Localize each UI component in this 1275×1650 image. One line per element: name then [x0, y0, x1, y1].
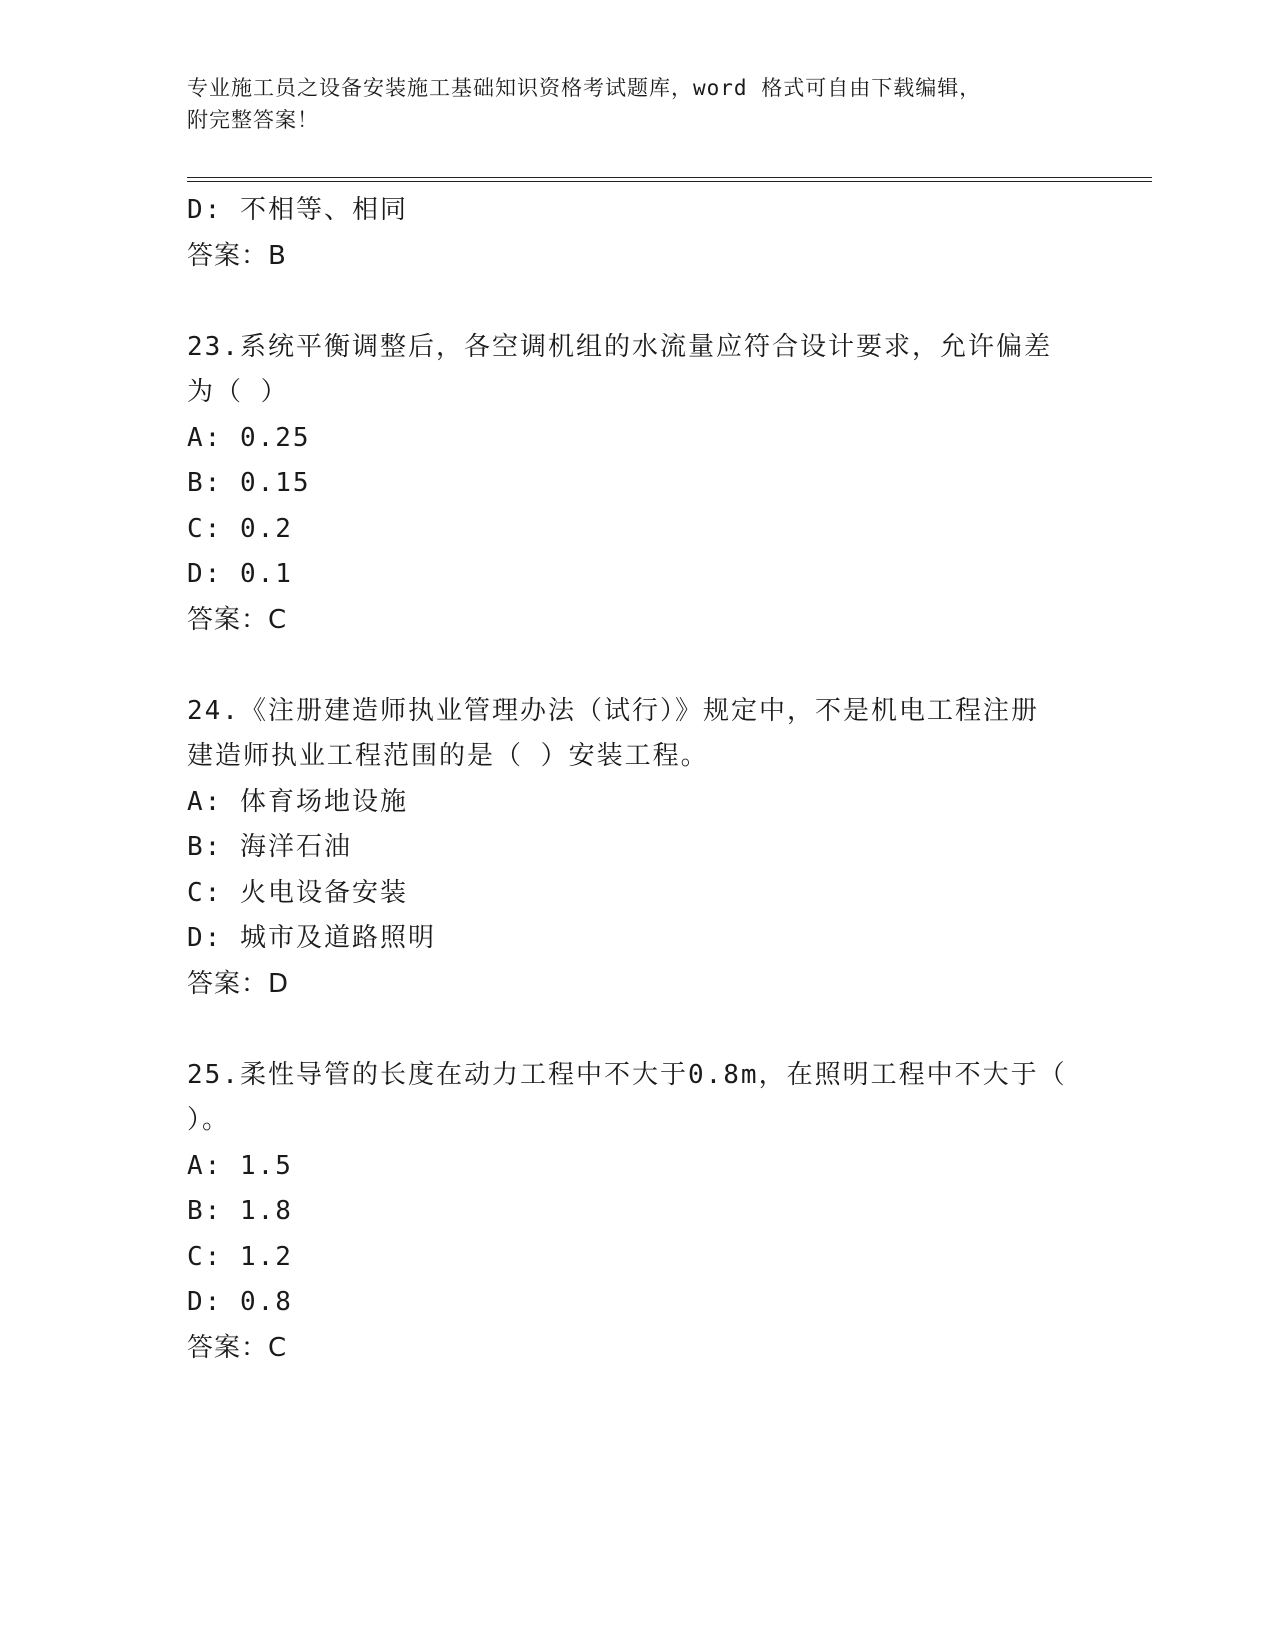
answer: 答案：D: [187, 968, 290, 999]
header-line-2: 附完整答案！: [187, 108, 319, 132]
option-a: A: 1.5: [187, 1150, 293, 1181]
prev-answer: 答案：B: [187, 240, 287, 271]
option-a: A: 体育场地设施: [187, 786, 408, 817]
answer: 答案：C: [187, 1332, 288, 1363]
option-b: B: 0.15: [187, 468, 311, 498]
option-b: B: 海洋石油: [187, 832, 352, 862]
option-d: D: 0.1: [187, 559, 293, 589]
question-text-continued: 建造师执业工程范围的是（ ）安装工程。: [187, 741, 709, 771]
option-c: C: 0.2: [187, 513, 293, 544]
spacer: [187, 1007, 1087, 1053]
question-text-continued: 为（ ）: [187, 377, 289, 407]
page-header: [187, 72, 1087, 136]
question-text: 24.《注册建造师执业管理办法（试行）》规定中，不是机电工程注册: [187, 695, 1039, 726]
option-b: B: 1.8: [187, 1196, 293, 1226]
header-divider-bottom: [187, 181, 1152, 182]
question-content: [187, 188, 1087, 1371]
question-24: [187, 689, 1087, 1008]
answer: 答案：C: [187, 604, 288, 635]
option-d: D: 0.8: [187, 1287, 293, 1317]
option-c: C: 火电设备安装: [187, 877, 408, 908]
question-25: [187, 1053, 1087, 1372]
spacer: [187, 279, 1087, 325]
option-c: C: 1.2: [187, 1241, 293, 1272]
header-line-1: 专业施工员之设备安装施工基础知识资格考试题库，word 格式可自由下载编辑，: [187, 76, 982, 100]
header-divider-top: [187, 177, 1152, 178]
option-d: D: 城市及道路照明: [187, 923, 436, 953]
question-text: 23.系统平衡调整后，各空调机组的水流量应符合设计要求，允许偏差: [187, 331, 1052, 362]
spacer: [187, 643, 1087, 689]
option-a: A: 0.25: [187, 422, 311, 453]
prev-option-d: D: 不相等、相同: [187, 195, 408, 225]
question-text: 25.柔性导管的长度在动力工程中不大于0.8m，在照明工程中不大于（: [187, 1059, 1067, 1090]
question-text-continued: ）。: [187, 1105, 231, 1135]
question-23: [187, 325, 1087, 644]
